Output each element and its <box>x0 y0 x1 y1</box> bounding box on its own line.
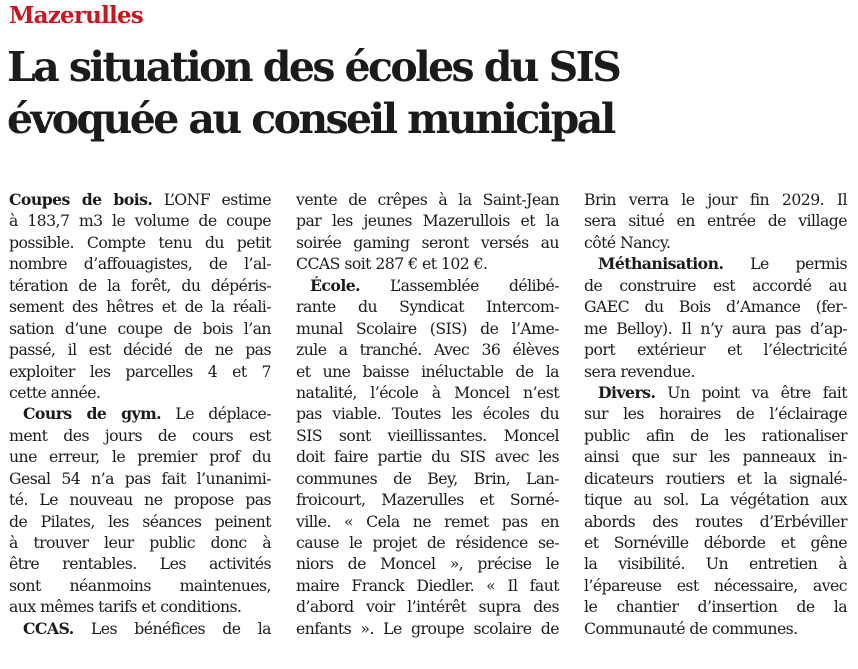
text-line <box>296 210 559 231</box>
paragraph-lead: École. <box>310 275 361 295</box>
line-text: Brin verra le jour fin 2029. Il <box>584 190 847 209</box>
line-text: Communauté de communes. <box>584 618 798 638</box>
line-text: à trouver leur public donc à <box>9 533 271 552</box>
line-text: sera revendue. <box>584 361 695 381</box>
line-text: ainsi que sur les panneaux in- <box>584 447 847 467</box>
text-line <box>9 489 271 510</box>
text-line <box>584 553 847 574</box>
line-text: Les bénéfices de la <box>73 618 271 638</box>
paragraph-lead: Divers. <box>598 382 656 402</box>
text-line <box>584 210 847 231</box>
text-line <box>584 511 847 532</box>
paragraph-lead: CCAS. <box>23 618 74 638</box>
line-text: me Belloy). Il n’y aura pas d’ap- <box>584 318 847 338</box>
line-text: vente de crêpes à la Saint-Jean <box>296 190 559 209</box>
line-text: dicateurs routiers et la signalé- <box>584 468 847 488</box>
text-line <box>296 489 559 510</box>
line-text: par les jeunes Mazerullois et la <box>296 211 559 231</box>
text-line <box>296 575 559 596</box>
text-line <box>296 361 559 382</box>
line-text: être rentables. Les activités <box>9 554 271 574</box>
text-line <box>9 553 271 574</box>
line-text: natalité, l’école à Moncel n’est <box>296 382 559 402</box>
text-line <box>9 232 271 253</box>
text-line <box>296 446 559 467</box>
line-text: Le permis <box>723 254 847 274</box>
headline-line: La situation des écoles du SIS <box>7 43 620 91</box>
text-line <box>9 189 271 210</box>
line-text: de construire est accordé au <box>584 275 847 295</box>
paragraph-lead: Cours de gym. <box>23 404 162 424</box>
line-text: abords des routes d’Erbéviller <box>584 511 847 531</box>
text-line <box>9 403 271 424</box>
line-text: froicourt, Mazerulles et Sorné- <box>296 490 559 510</box>
line-text: GAEC du Bois d’Amance (fer- <box>584 297 847 317</box>
text-line <box>584 382 847 403</box>
line-text: le chantier d’insertion de la <box>584 597 847 617</box>
line-text: public afin de les rationaliser <box>584 425 847 445</box>
line-text: de Pilates, les séances peinent <box>9 511 271 531</box>
text-line <box>296 382 559 403</box>
line-text: cause le projet de résidence se- <box>296 533 559 552</box>
line-text: munal Scolaire (SIS) de l’Ame- <box>296 318 559 338</box>
line-text: sation d’une coupe de bois l’an <box>9 318 271 338</box>
text-line <box>584 275 847 296</box>
text-line <box>584 339 847 360</box>
text-line <box>296 403 559 424</box>
text-line <box>584 468 847 489</box>
line-text: ment des jours de cours est <box>9 425 271 445</box>
text-line <box>9 575 271 596</box>
text-line <box>584 296 847 317</box>
text-line <box>584 618 847 639</box>
text-line <box>296 511 559 532</box>
line-text: sur les horaires de l’éclairage <box>584 404 847 424</box>
line-text: doit faire partie du SIS avec les <box>296 447 559 467</box>
text-line <box>584 575 847 596</box>
text-line <box>296 189 559 210</box>
text-line <box>9 361 271 382</box>
paragraph-lead: Coupes de bois. <box>9 190 153 209</box>
text-line <box>584 532 847 553</box>
text-line <box>584 253 847 274</box>
text-line <box>9 296 271 317</box>
text-line <box>584 361 847 382</box>
text-line <box>296 296 559 317</box>
line-text: exploiter les parcelles 4 et 7 <box>9 361 271 381</box>
line-text: soirée gaming seront versés au <box>296 232 559 252</box>
text-line <box>9 382 271 403</box>
line-text: sera situé en entrée de village <box>584 211 847 231</box>
line-text: pas viable. Toutes les écoles du <box>296 404 559 424</box>
line-text: cette année. <box>9 382 101 402</box>
line-text: et une baisse inéluctable de la <box>296 361 559 381</box>
text-line <box>296 596 559 617</box>
line-text: niors de Moncel », précise le <box>296 554 559 574</box>
text-line <box>584 189 847 210</box>
text-line <box>296 275 559 296</box>
line-text: côté Nancy. <box>584 232 671 252</box>
line-text: maire Franck Diedler. « Il faut <box>296 575 559 595</box>
line-text: port extérieur et l’électricité <box>584 340 847 360</box>
text-line <box>9 275 271 296</box>
text-line <box>9 339 271 360</box>
line-text: nombre d’affouagistes, de l’al- <box>9 254 271 274</box>
headline-line: évoquée au conseil municipal <box>7 95 614 143</box>
line-text: tération de la forêt, du dépéris- <box>9 275 271 295</box>
text-line <box>296 318 559 339</box>
line-text: à 183,7 m3 le volume de coupe <box>9 211 271 231</box>
line-text: L’assemblée délibé- <box>360 275 559 295</box>
line-text: SIS sont vieillissantes. Moncel <box>296 425 559 445</box>
text-line <box>584 596 847 617</box>
text-line <box>296 232 559 253</box>
text-line <box>9 446 271 467</box>
text-line <box>9 596 271 617</box>
text-line <box>9 318 271 339</box>
line-text: zule a tranché. Avec 36 élèves <box>296 340 559 360</box>
text-line <box>584 446 847 467</box>
text-line <box>584 403 847 424</box>
article-column-3 <box>584 189 847 639</box>
text-line <box>296 618 559 639</box>
line-text: la visibilité. Un entretien à <box>584 554 847 574</box>
line-text: passé, il est décidé de ne pas <box>9 340 271 360</box>
article-column-2 <box>296 189 559 639</box>
line-text: sont néanmoins maintenues, <box>9 575 271 595</box>
line-text: Gesal 54 n’a pas fait l’unanimi- <box>9 468 271 488</box>
line-text: L’ONF estime <box>152 190 271 209</box>
text-line <box>9 511 271 532</box>
text-line <box>296 468 559 489</box>
line-text: d’abord voir l’intérêt supra des <box>296 597 559 617</box>
text-line <box>296 339 559 360</box>
line-text: té. Le nouveau ne propose pas <box>9 490 271 510</box>
text-line <box>9 468 271 489</box>
line-text: communes de Bey, Brin, Lan- <box>296 468 559 488</box>
line-text: aux mêmes tarifs et conditions. <box>9 597 242 617</box>
text-line <box>9 532 271 553</box>
text-line <box>9 210 271 231</box>
text-line <box>9 618 271 639</box>
line-text: Le déplace- <box>161 404 271 424</box>
text-line <box>296 553 559 574</box>
paragraph-lead: Méthanisation. <box>598 254 724 274</box>
text-line <box>296 253 559 274</box>
text-line <box>296 425 559 446</box>
line-text: tique au sol. La végétation aux <box>584 490 847 510</box>
line-text: l’épareuse est nécessaire, avec <box>584 575 847 595</box>
article-headline <box>7 41 855 145</box>
line-text: et Sornéville déborde et gêne <box>584 533 847 552</box>
line-text: CCAS soit 287 € et 102 €. <box>296 254 488 274</box>
article-column-1 <box>9 189 271 639</box>
line-text: sement des hêtres et de la réali- <box>9 297 271 317</box>
text-line <box>584 232 847 253</box>
line-text: enfants ». Le groupe scolaire de <box>296 618 559 638</box>
text-line <box>9 253 271 274</box>
text-line <box>584 489 847 510</box>
line-text: ville. « Cela ne remet pas en <box>296 511 559 531</box>
line-text: possible. Compte tenu du petit <box>9 232 271 252</box>
text-line <box>584 318 847 339</box>
text-line <box>584 425 847 446</box>
section-kicker: Mazerulles <box>9 2 143 29</box>
text-line <box>9 425 271 446</box>
text-line <box>296 532 559 553</box>
line-text: une erreur, le premier prof du <box>9 447 271 467</box>
line-text: Un point va être fait <box>655 382 847 402</box>
line-text: rante du Syndicat Intercom- <box>296 297 559 317</box>
